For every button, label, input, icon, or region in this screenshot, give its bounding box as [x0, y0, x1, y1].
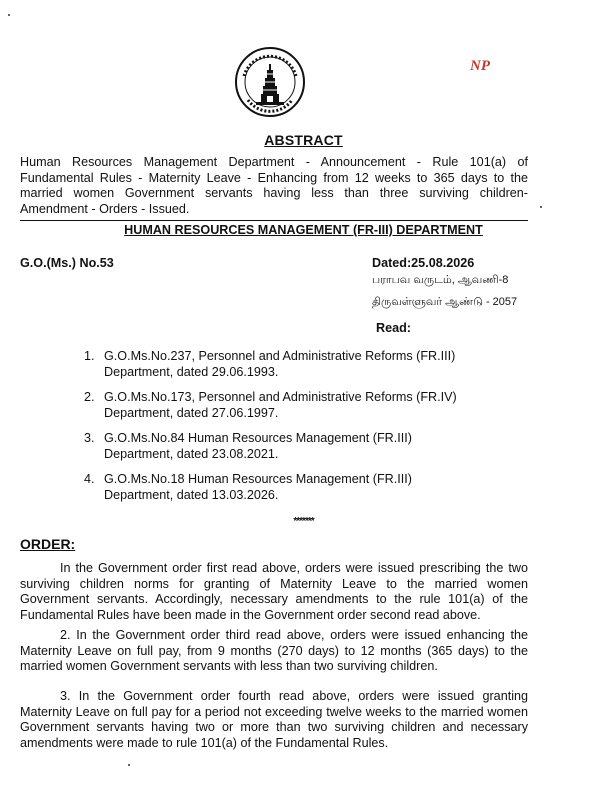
tamil-date-line-2: திருவள்ளுவர் ஆண்டு - 2057 [372, 296, 518, 308]
divider-line [20, 220, 528, 221]
go-number: G.O.(Ms.) No.53 [20, 256, 114, 270]
abstract-title: ABSTRACT [264, 132, 343, 148]
separator-stars: ******* [293, 516, 314, 527]
reference-text: G.O.Ms.No.237, Personnel and Administrative Reforms (FR.III) Department, dated 29.06.1993. [104, 349, 456, 379]
reference-number: 2. [84, 390, 95, 404]
order-paragraph-1: In the Government order first read above, orders were issued prescribing the two surviving children norms for granting of Maternity Leave to the married women Government servants. Accordingly, necessary amendments to the rule 101(a) of the Fundamental Rules have been made in the Government order second read above. [20, 561, 528, 622]
reference-item [84, 390, 484, 421]
scan-speck [128, 764, 130, 766]
reference-number: 1. [84, 349, 95, 363]
reference-text: G.O.Ms.No.173, Personnel and Administrative Reforms (FR.IV) Department, dated 27.06.1997. [104, 390, 457, 420]
reference-text: G.O.Ms.No.18 Human Resources Management (FR.III) Department, dated 13.03.2026. [104, 472, 412, 502]
tamil-nadu-emblem-icon [234, 46, 306, 118]
np-mark: NP [470, 58, 490, 74]
order-paragraph-2: 2. In the Government order third read above, orders were issued enhancing the Maternity Leave on full pay, from 9 months (270 days) to 12 months (365 days) to the married women Government servants with less than two surviving children. [20, 628, 528, 673]
dated-text: Dated:25.08.2026 [372, 256, 475, 270]
department-heading: HUMAN RESOURCES MANAGEMENT (FR-III) DEPARTMENT [124, 223, 483, 237]
reference-number: 4. [84, 472, 95, 486]
read-label: Read: [376, 321, 411, 335]
order-heading: ORDER: [20, 536, 76, 552]
scan-speck [8, 14, 10, 16]
reference-item [84, 431, 484, 462]
subject-text: Human Resources Management Department - Announcement - Rule 101(a) of Fundamental Rules - Maternity Leave - Enhancing from 12 weeks to 365 days to the married women Government servants having less than three surviving children- Amendment - Orders - Issued. [20, 155, 528, 216]
reference-item [84, 472, 484, 503]
reference-text: G.O.Ms.No.84 Human Resources Management (FR.III) Department, dated 23.08.2021. [104, 431, 412, 461]
scan-speck [540, 206, 542, 208]
reference-item [84, 349, 484, 380]
reference-number: 3. [84, 431, 95, 445]
reference-list [84, 349, 484, 513]
order-paragraph-3: 3. In the Government order fourth read above, orders were issued granting Maternity Leave on full pay for a period not exceeding twelve weeks to the married women Government servants having two or more than two surviving children and necessary amendments were made to rule 101(a) of the Fundamental Rules. [20, 689, 528, 750]
tamil-date-line-1: பராபவ வருடம், ஆவணி-8 [372, 274, 509, 286]
